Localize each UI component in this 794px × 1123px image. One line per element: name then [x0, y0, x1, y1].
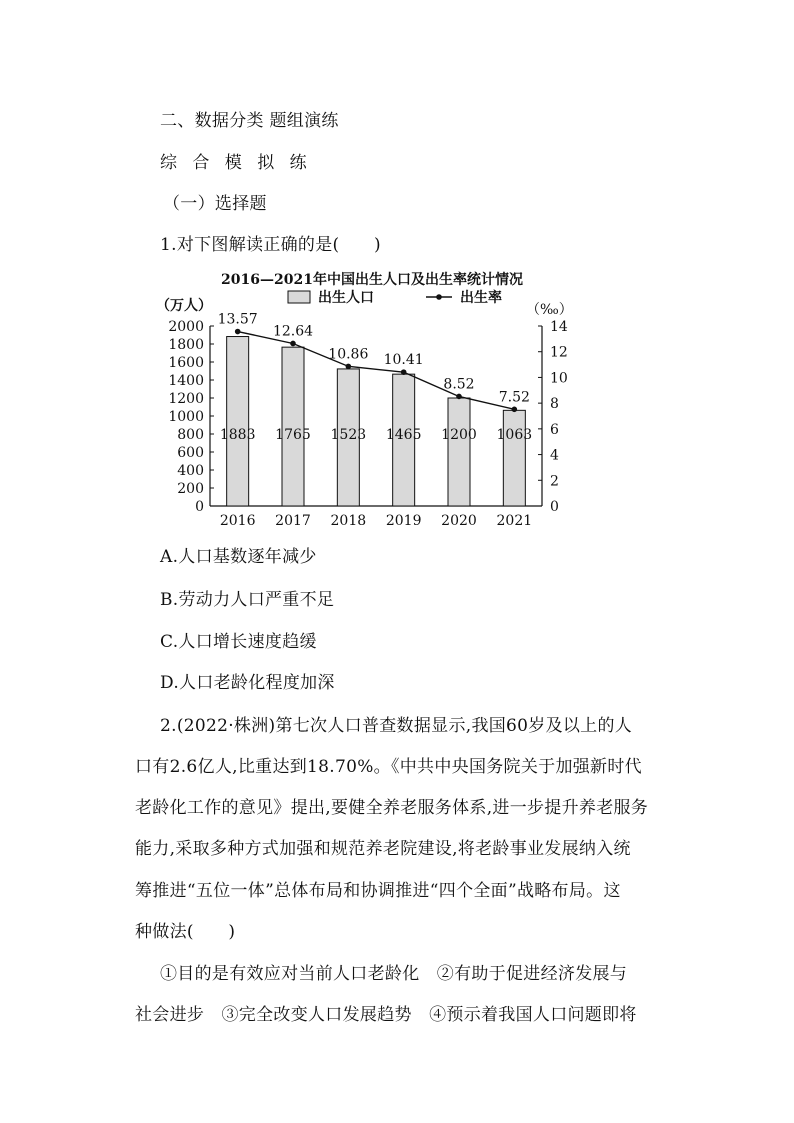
- question-1-stem: 1.对下图解读正确的是( ): [160, 235, 381, 255]
- y-left-tick-label: 1000: [168, 409, 204, 425]
- y-left-tick-label: 600: [177, 445, 204, 461]
- y-right-tick-label: 14: [550, 319, 568, 335]
- question-2-line-2: 口有2.6亿人,比重达到18.70%。《中共中央国务院关于加强新时代: [135, 757, 642, 777]
- legend-bar-swatch: [288, 291, 310, 303]
- y-left-unit: （万人）: [156, 298, 212, 314]
- bar-value-label: 1465: [385, 427, 422, 443]
- line-point: [401, 369, 407, 375]
- x-tick-label: 2019: [385, 513, 422, 529]
- question-2-line-6: 种做法( ): [135, 922, 236, 942]
- line-value-label: 13.57: [217, 311, 258, 328]
- y-right-tick-label: 2: [550, 473, 559, 490]
- y-right-tick-label: 8: [550, 396, 559, 413]
- y-right-tick-label: 12: [550, 344, 568, 361]
- line-point: [346, 364, 352, 370]
- birth-chart: [150, 262, 590, 534]
- x-tick-label: 2016: [219, 513, 256, 529]
- question-2-line-4: 能力,采取多种方式加强和规范养老院建设,将老龄事业发展纳入统: [135, 839, 631, 859]
- line-point: [235, 329, 241, 335]
- bar-value-label: 1765: [275, 427, 311, 443]
- question-2-line-7: ①目的是有效应对当前人口老龄化 ②有助于促进经济发展与: [160, 964, 628, 984]
- part-title: （一）选择题: [163, 194, 267, 214]
- bar-value-label: 1883: [219, 427, 256, 443]
- line-point: [456, 394, 462, 400]
- y-right-tick-label: 10: [550, 370, 568, 387]
- question-2-line-8: 社会进步 ③完全改变人口发展趋势 ④预示着我国人口问题即将: [135, 1005, 637, 1025]
- y-left-tick-label: 200: [177, 481, 204, 497]
- x-tick-label: 2017: [275, 513, 311, 529]
- bar-value-label: 1523: [330, 427, 367, 443]
- y-left-tick-label: 400: [177, 463, 204, 479]
- line-point: [290, 341, 296, 347]
- option-d: D.人口老龄化程度加深: [160, 673, 335, 693]
- option-b: B.劳动力人口严重不足: [160, 590, 335, 610]
- legend-line-marker: [436, 294, 442, 300]
- bar: [227, 337, 249, 506]
- bar: [503, 410, 525, 506]
- bar-value-label: 1063: [496, 427, 533, 443]
- line-point: [512, 407, 518, 413]
- y-left-tick-label: 2000: [168, 319, 204, 335]
- y-left-tick-label: 1400: [168, 373, 204, 389]
- x-tick-label: 2020: [441, 513, 477, 529]
- y-right-tick-label: 0: [550, 499, 559, 515]
- line-value-label: 10.86: [328, 346, 369, 363]
- y-right-tick-label: 6: [550, 421, 559, 438]
- legend-line-label: 出生率: [460, 290, 502, 306]
- bar-value-label: 1200: [441, 427, 477, 443]
- section-title: 二、数据分类 题组演练: [160, 111, 339, 131]
- question-2-line-5: 筹推进“五位一体”总体布局和协调推进“四个全面”战略布局。这: [135, 881, 621, 901]
- y-right-unit: （‰）: [526, 302, 573, 318]
- x-tick-label: 2021: [496, 513, 533, 529]
- question-2-line-3: 老龄化工作的意见》提出,要健全养老服务体系,进一步提升养老服务: [135, 798, 649, 818]
- line-value-label: 10.41: [383, 352, 424, 369]
- x-tick-label: 2018: [330, 513, 367, 529]
- y-left-tick-label: 800: [177, 427, 204, 443]
- option-c: C.人口增长速度趋缓: [160, 632, 317, 652]
- y-left-tick-label: 0: [195, 499, 204, 515]
- line-value-label: 8.52: [443, 376, 475, 393]
- bar: [448, 398, 470, 506]
- y-left-tick-label: 1800: [168, 337, 204, 353]
- line-value-label: 7.52: [498, 389, 530, 406]
- y-left-tick-label: 1200: [168, 391, 204, 407]
- chart-title: 2016—2021年中国出生人口及出生率统计情况: [221, 272, 523, 288]
- question-2-line-1: 2.(2022·株洲)第七次人口普查数据显示,我国60岁及以上的人: [160, 716, 633, 736]
- line-value-label: 12.64: [272, 323, 314, 340]
- birth-rate-line: [238, 332, 515, 410]
- legend-bar-label: 出生人口: [318, 290, 374, 306]
- y-right-tick-label: 4: [550, 447, 559, 464]
- option-a: A.人口基数逐年减少: [160, 547, 317, 567]
- y-left-tick-label: 1600: [168, 355, 204, 371]
- sub-title: 综 合 模 拟 练: [160, 153, 312, 173]
